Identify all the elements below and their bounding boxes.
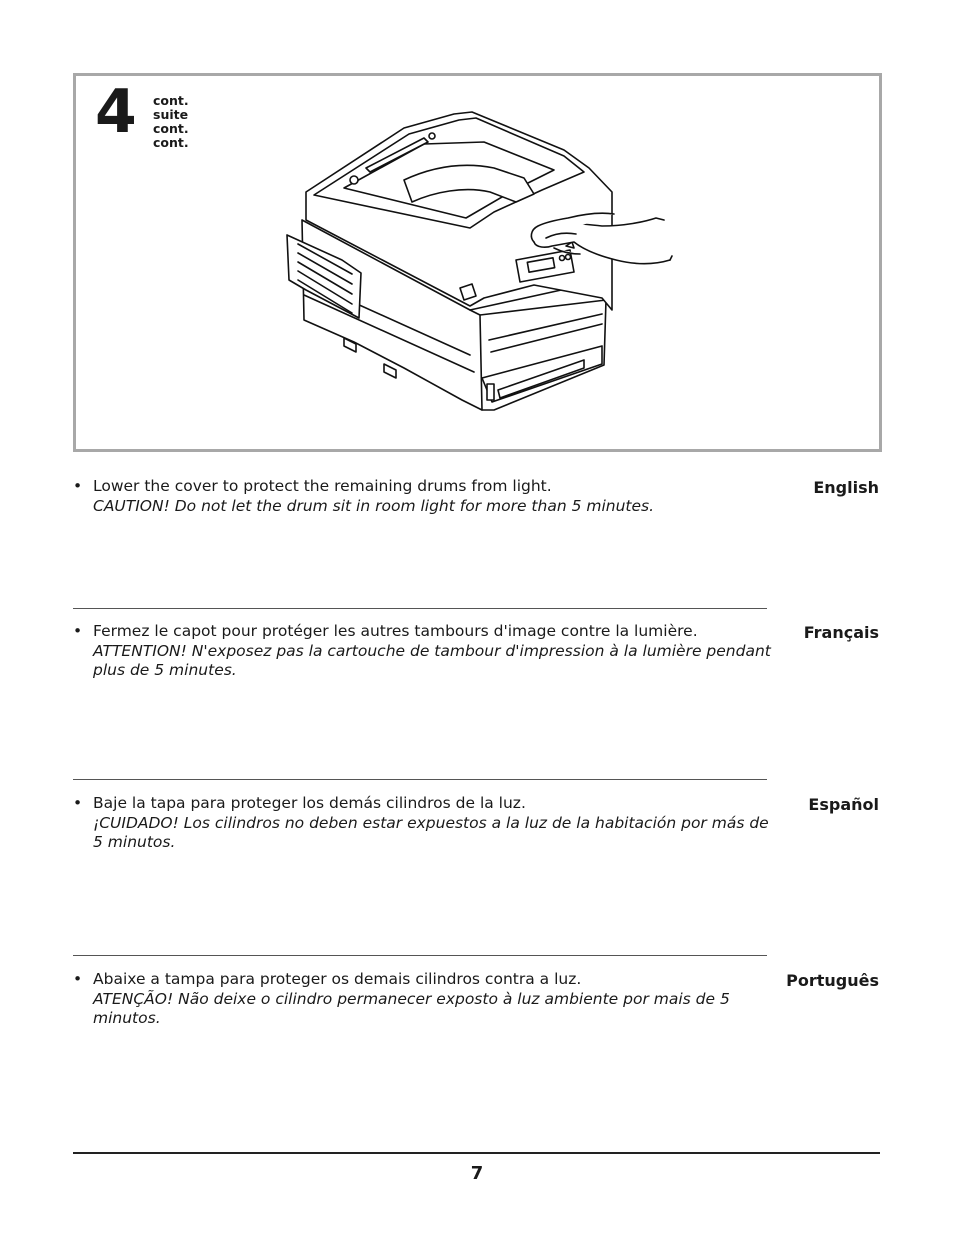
- language-label-spanish: Español: [808, 795, 879, 814]
- language-label-portuguese: Português: [786, 971, 879, 990]
- section-french: [73, 622, 879, 702]
- section-divider: [73, 955, 767, 956]
- instruction-text-block: [93, 622, 773, 681]
- printer-cover-illustration: [284, 110, 674, 422]
- caution-text: ¡CUIDADO! Los cilindros no deben estar expuestos a la luz de la habitación por más de 5 minutos.: [93, 813, 769, 851]
- step-box: [73, 73, 882, 452]
- caution-text: CAUTION! Do not let the drum sit in room light for more than 5 minutes.: [93, 496, 655, 515]
- bullet: •: [73, 477, 83, 495]
- cont-label-french: suite: [153, 107, 189, 122]
- bullet: •: [73, 794, 83, 812]
- caution-text: ATTENTION! N'exposez pas la cartouche de tambour d'impression à la lumière pendant plus de 5 minutes.: [93, 641, 771, 679]
- section-divider: [73, 779, 767, 780]
- page-number: 7: [470, 1163, 484, 1184]
- section-english: [73, 477, 879, 537]
- footer-rule: [73, 1152, 880, 1154]
- cont-label-english: cont.: [153, 93, 189, 108]
- instruction-text-block: [93, 970, 773, 1029]
- instruction-text: Fermez le capot pour protéger les autres tambours d'image contre la lumière.: [93, 622, 698, 640]
- bullet: •: [73, 622, 83, 640]
- bullet: •: [73, 970, 83, 988]
- step-number: 4: [95, 77, 137, 147]
- cont-label-portuguese: cont.: [153, 135, 189, 150]
- continued-labels: [153, 94, 189, 150]
- language-label-french: Français: [803, 623, 879, 642]
- cont-label-spanish: cont.: [153, 121, 189, 136]
- section-portuguese: [73, 970, 879, 1050]
- instruction-text: Baje la tapa para proteger los demás cilindros de la luz.: [93, 794, 526, 812]
- language-label-english: English: [813, 478, 879, 497]
- caution-text: ATENÇÃO! Não deixe o cilindro permanecer exposto à luz ambiente por mais de 5 minutos.: [93, 989, 730, 1027]
- section-divider: [73, 608, 767, 609]
- instruction-text: Abaixe a tampa para proteger os demais cilindros contra a luz.: [93, 970, 582, 988]
- instruction-text-block: [93, 477, 773, 516]
- instruction-text-block: [93, 794, 773, 853]
- instruction-text: Lower the cover to protect the remaining drums from light.: [93, 477, 552, 495]
- section-spanish: [73, 794, 879, 874]
